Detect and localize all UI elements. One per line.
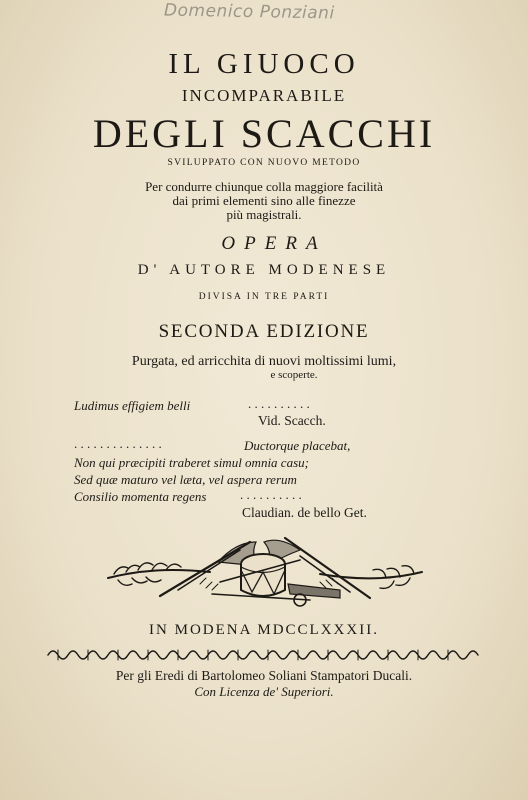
ornamental-border (44, 646, 484, 664)
edition-line: SECONDA EDIZIONE (158, 321, 370, 342)
epigraph-2-line-4-dots: . . . . . . . . . . (240, 487, 302, 502)
description-line-3: più magistrali. (226, 207, 302, 222)
opera-heading: OPERA (221, 233, 327, 254)
imprint-publisher: Per gli Eredi di Bartolomeo Soliani Stampatori Ducali. (115, 668, 413, 683)
subtitle: SVILUPPATO CON NUOVO METODO (167, 158, 361, 168)
woodcut-ornament (100, 520, 430, 610)
purged-line-1: Purgata, ed arricchita di nuovi moltissimi lumi, (131, 354, 397, 369)
title-line-2: INCOMPARABILE (181, 86, 347, 105)
epigraph-2-line-1: Ductorque placebat, (244, 438, 351, 453)
epigraph-1-dots: . . . . . . . . . . (248, 396, 310, 411)
epigraph-2-line-3: Sed quæ maturo vel læta, vel aspera rerum (74, 472, 297, 487)
title-line-1: IL GIUOCO (168, 48, 360, 80)
purged-line-2: e scoperte. (270, 369, 318, 381)
description-line-1: Per condurre chiunque colla maggiore facilità (145, 179, 383, 194)
epigraph-2-line-4: Consilio momenta regens (74, 489, 207, 504)
handwritten-signature: Domenico Ponziani (163, 0, 335, 24)
author-line: D' AUTORE MODENESE (137, 262, 391, 278)
epigraph-1-text: Ludimus effigiem belli (74, 398, 191, 413)
epigraph-2-source: Claudian. de bello Get. (242, 505, 367, 520)
main-title: DEGLI SCACCHI (92, 111, 436, 156)
epigraph-2-dots: . . . . . . . . . . . . . . (74, 436, 162, 451)
epigraph-1-source: Vid. Scacch. (258, 413, 326, 428)
epigraph-2-line-2: Non qui præcipiti traberet simul omnia casu; (74, 455, 309, 470)
imprint-license: Con Licenza de' Superiori. (194, 684, 334, 699)
imprint-place: IN MODENA MDCCLXXXII. (149, 622, 379, 638)
parts-line: DIVISA IN TRE PARTI (198, 292, 330, 302)
description-line-2: dai primi elementi sino alle finezze (172, 193, 356, 208)
